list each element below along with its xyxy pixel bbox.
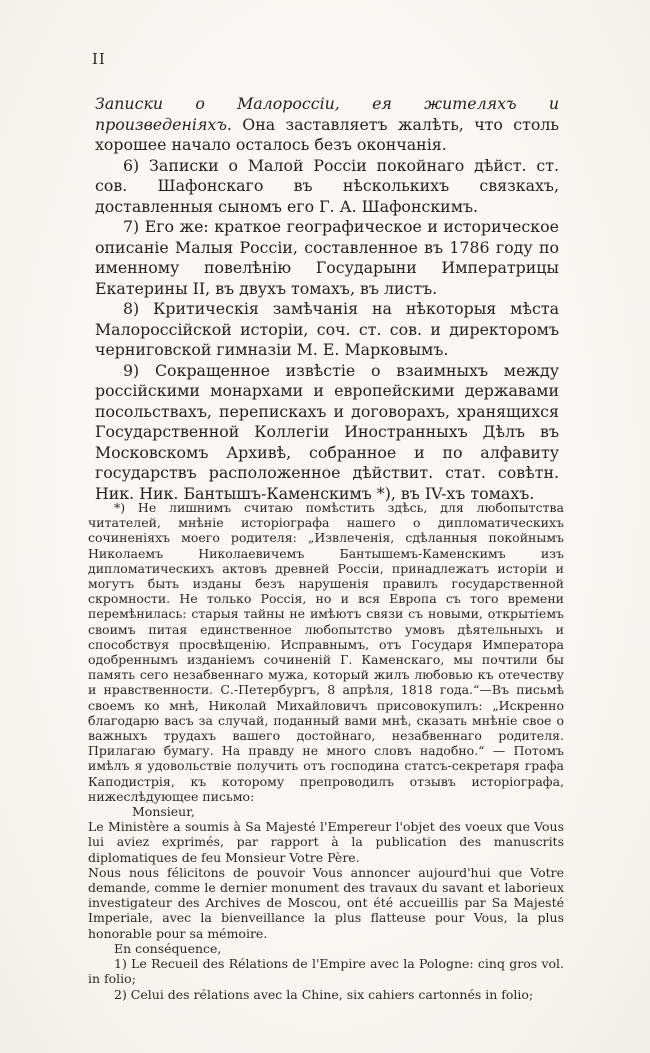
- footnote-paragraph-french-1: Le Ministère a soumis à Sa Majesté l'Empereur l'objet des voeux que Vous lui aviez exprimés, par rapport à la publication des manuscrits diplomatiques de feu Monsieur Votre Père.: [88, 819, 564, 865]
- lead-comment: Она заставляетъ жалѣть, что столь хорошее начало осталось безъ окончанія.: [95, 114, 559, 154]
- footnote-block: [88, 500, 564, 1002]
- list-item-9: 9) Сокращенное извѣстіе о взаимныхъ между россійскими монархами и европейскими державами посольствахъ, перепискахъ и договорахъ, хранящихся Государственной Коллегіи Иностранныхъ Дѣлъ въ Московскомъ Архивѣ, собранное и по алфавиту государствъ расположенное дѣйствит. стат. совѣтн. Ник. Ник. Бантышъ-Каменскимъ *), въ IV-хъ томахъ.: [95, 360, 559, 503]
- paragraph-lead: [95, 94, 559, 156]
- footnote-consequence-line: En conséquence,: [114, 940, 222, 956]
- list-item-6: 6) Записки о Малой Россіи покойнаго дѣйст. ст. сов. Шафонскаго въ нѣсколькихъ связкахъ, доставленныя сыномъ его Г. А. Шафонскимъ.: [95, 155, 559, 216]
- page-number: II: [92, 50, 106, 68]
- footnote-salutation: Monsieur,: [132, 804, 195, 820]
- work-title-italic: Записки о Малороссіи, ея жителяхъ и произведеніяхъ.: [95, 94, 559, 134]
- footnote-paragraph-russian: *) Не лишнимъ считаю помѣстить здѣсь, для любопытства читателей, мнѣніе исторіографа нашего о дипломатическихъ сочиненіяхъ моего родителя: „Извлеченія, сдѣланныя покойнымъ Николаемъ Николаевичемъ Бантышемъ-Каменскимъ изъ дипломатическихъ актовъ древней Россіи, принадлежатъ исторіи и могутъ быть изданы безъ нарушенія правилъ государственной скромности. Не только Россія, но и вся Европа съ того времени перемѣнилась: старыя тайны не имѣютъ связи съ новыми, открытіемъ своимъ питая единственное любопытство умовъ дѣятельныхъ и способствуя просвѣщенію. Исправнымъ, отъ Государя Императора одобреннымъ изданіемъ сочиненій Г. Каменскаго, мы почтили бы память сего незабвеннаго мужа, который жилъ любовью къ отечеству и нравственности. С.-Петербургъ, 8 апрѣля, 1818 года.“—Въ письмѣ своемъ ко мнѣ, Николай Михайловичъ присовокупилъ: „Искренно благодарю васъ за случай, поданный вами мнѣ, сказать мнѣніе свое о важныхъ трудахъ вашего достойнаго, незабвеннаго родителя. Прилагаю бумагу. На правду не много словъ надобно.“ — Потомъ имѣлъ я удовольствіе получить отъ господина статсъ-секретаря графа Каподистрія, къ которому препроводилъ отзывъ исторіографа, нижеслѣдующее письмо:: [88, 500, 564, 804]
- list-item-8: 8) Критическія замѣчанія на нѣкоторыя мѣста Малороссійской исторіи, соч. ст. сов. и директоромъ черниговской гимназіи М. Е. Марковымъ.: [95, 299, 559, 359]
- footnote-paragraph-french-2: Nous nous félicitons de pouvoir Vous annoncer aujourd'hui que Votre demande, comme le dernier monument des travaux du savant et laborieux investigateur des Archives de Moscou, ont été accueillis par Sa Majesté Imperiale, avec la bienveillance la plus flatteuse pour Vous, la plus honorable pour sa mémoire.: [88, 864, 564, 941]
- main-text-block: [95, 94, 559, 504]
- footnote-list-item-2: 2) Celui des rélations avec la Chine, six cahiers cartonnés in folio;: [114, 986, 534, 1002]
- list-item-7: 7) Его же: краткое географическое и историческое описаніе Малыя Россіи, составленное въ 1786 году по именному повелѣнію Государыни Императрицы Екатерины II, въ двухъ томахъ, въ листъ.: [95, 217, 559, 298]
- footnote-list-item-1: 1) Le Recueil des Rélations de l'Empire avec la Pologne: cinq gros vol. in folio;: [88, 956, 564, 987]
